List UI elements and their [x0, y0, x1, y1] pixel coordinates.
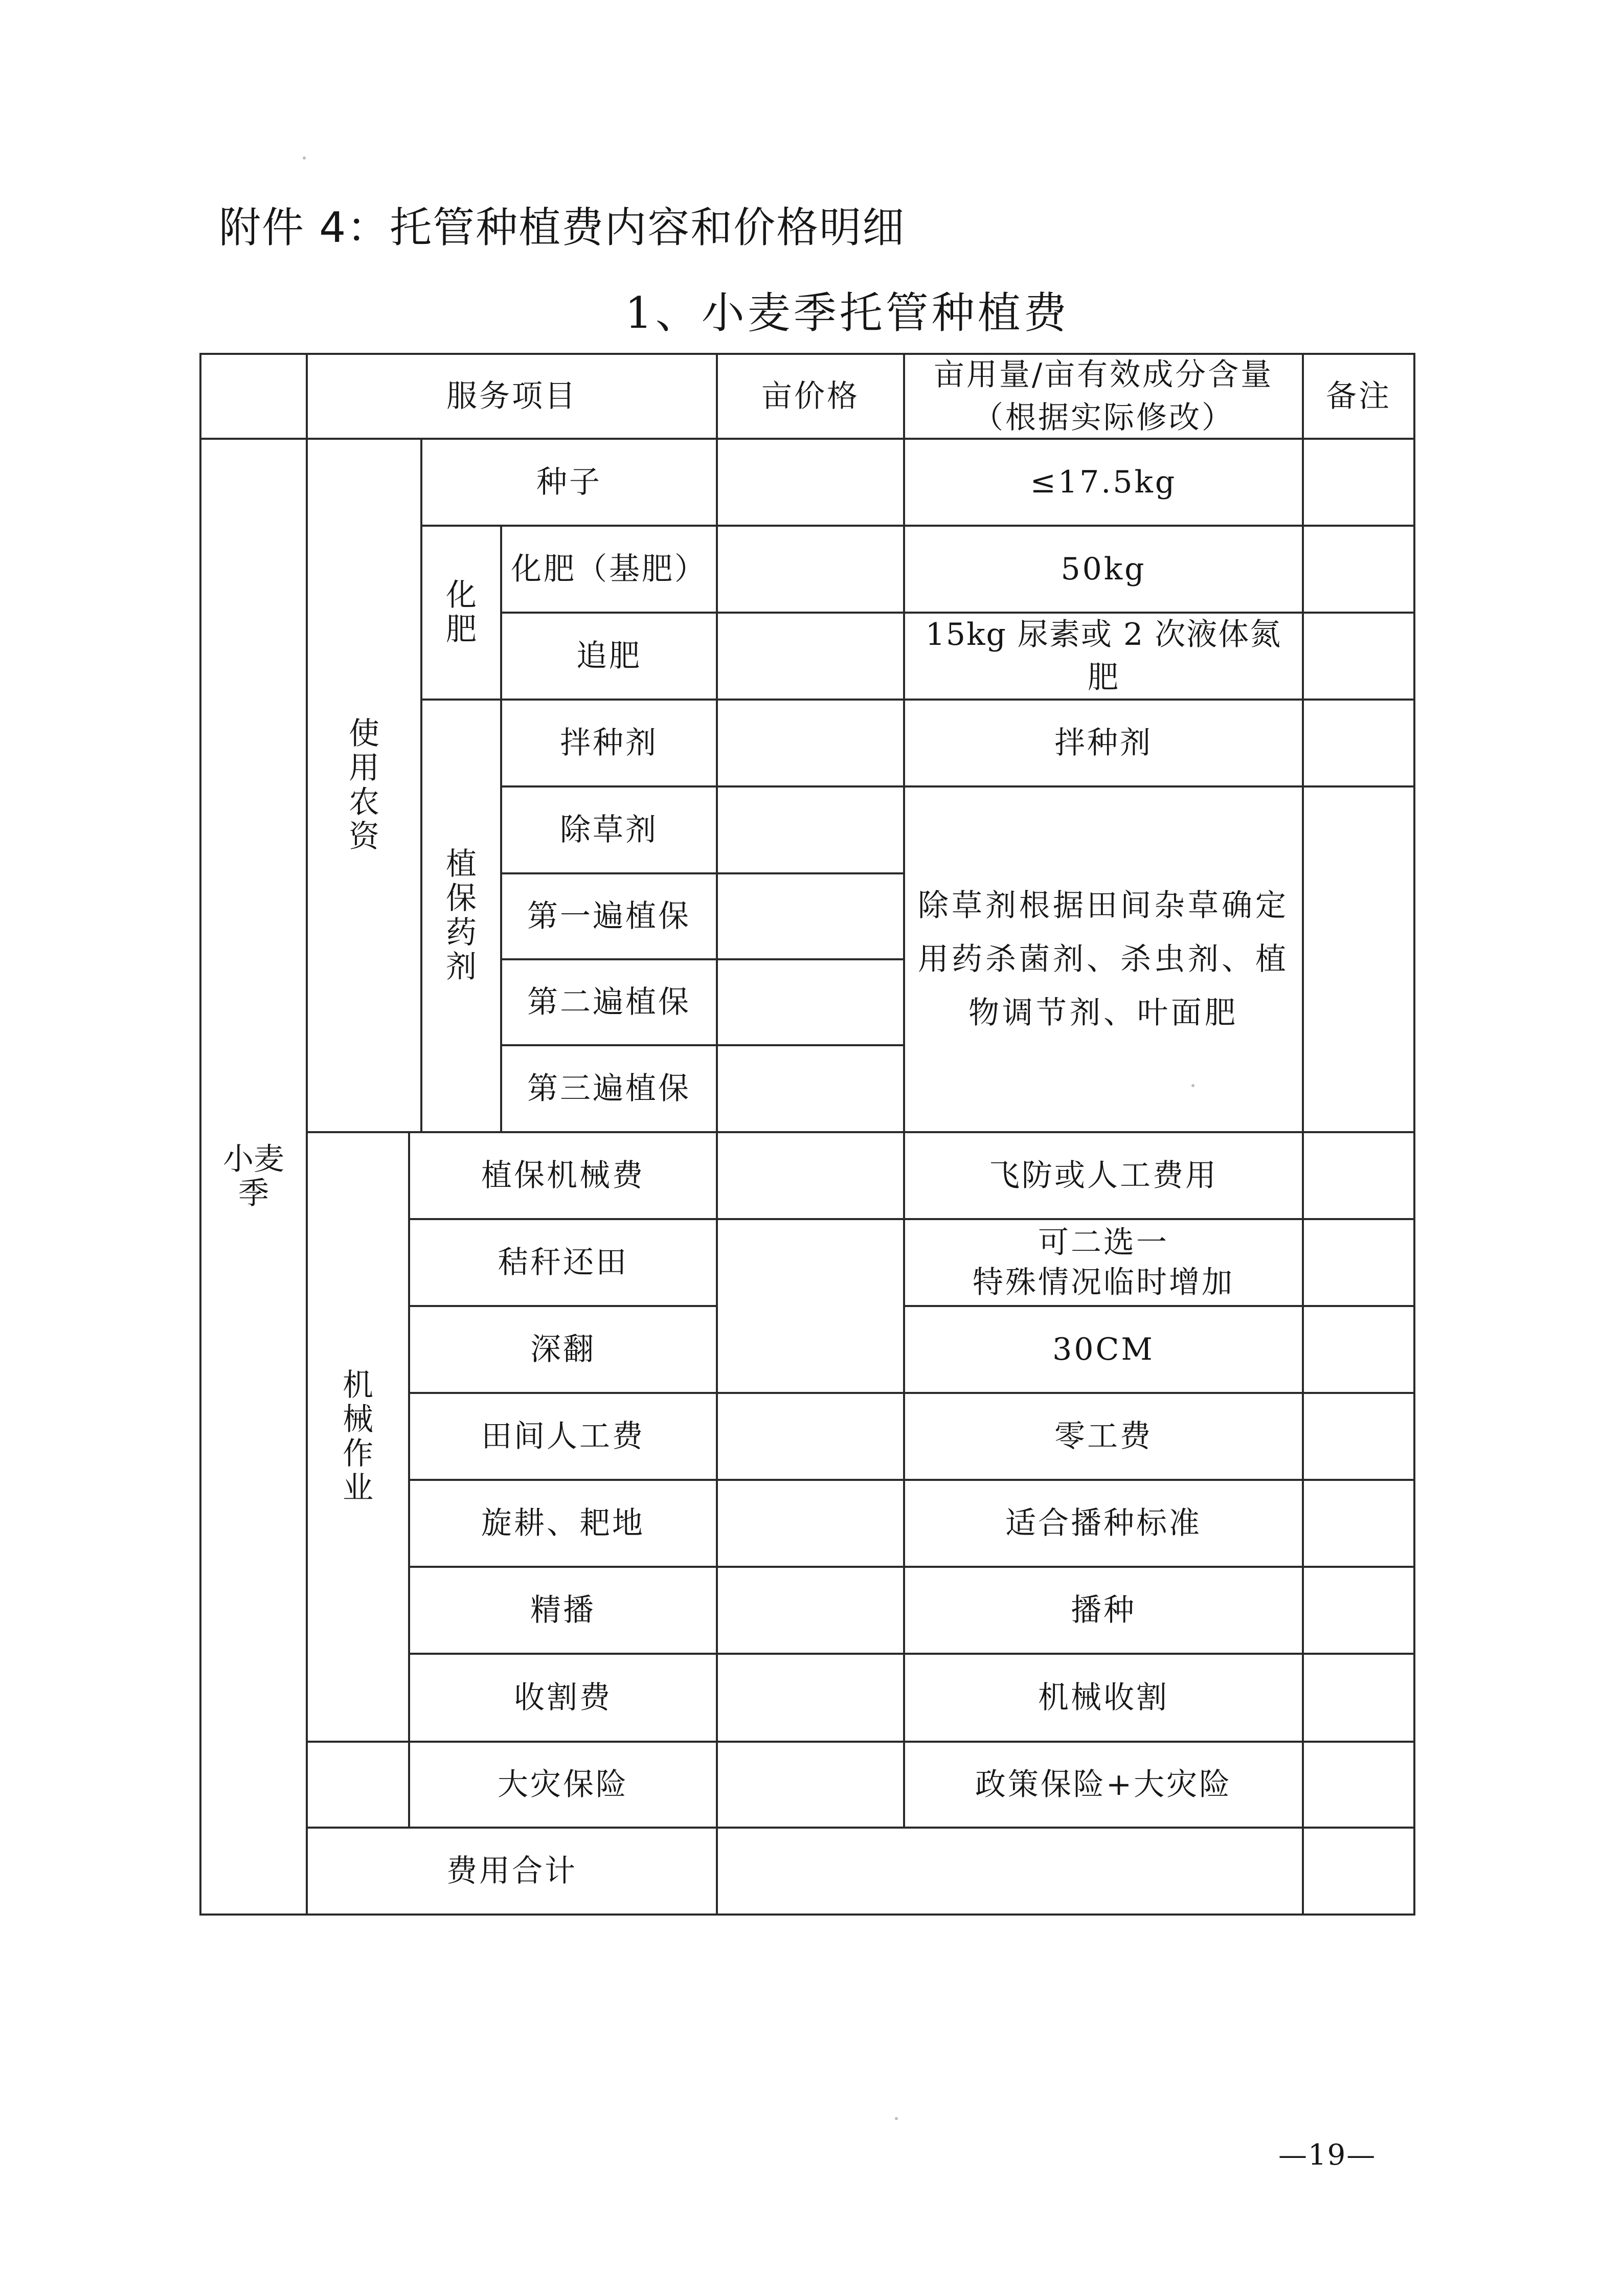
- total-remark: [1302, 1827, 1415, 1916]
- scan-speck: [1191, 1084, 1194, 1087]
- usage-protection-machinery: 飞防或人工费用: [903, 1131, 1304, 1220]
- group-fertilizer-label: 化肥: [446, 577, 477, 647]
- total-value: [716, 1827, 1304, 1916]
- item-precision-sowing: 精播: [408, 1566, 718, 1655]
- price-protection-machinery: [716, 1131, 905, 1220]
- page-number: —19—: [1278, 2139, 1377, 2172]
- scan-speck: [895, 2117, 898, 2120]
- remark-rotary-tillage: [1302, 1479, 1415, 1568]
- season-cell: [199, 438, 308, 1916]
- item-harvest: 收割费: [408, 1653, 718, 1743]
- usage-top-dressing: 15kg 尿素或 2 次液体氮肥: [903, 612, 1304, 701]
- remark-harvest: [1302, 1653, 1415, 1743]
- usage-harvest: 机械收割: [903, 1653, 1304, 1743]
- item-seed-dressing: 拌种剂: [500, 699, 718, 787]
- price-first-spray: [716, 872, 905, 960]
- remark-disaster-insurance: [1302, 1741, 1415, 1829]
- header-usage: [903, 353, 1304, 440]
- attachment-heading: 附件 4：托管种植费内容和价格明细: [219, 204, 906, 252]
- remark-deep-plow: [1302, 1305, 1415, 1394]
- price-base-fertilizer: [716, 525, 905, 614]
- price-second-spray: [716, 958, 905, 1046]
- item-base-fertilizer: 化肥（基肥）: [500, 525, 718, 614]
- remark-base-fertilizer: [1302, 525, 1415, 614]
- straw-note-line-2: 特殊情况临时增加: [973, 1265, 1234, 1300]
- table-title: 1、小麦季托管种植费: [625, 288, 1070, 338]
- item-seeds: 种子: [420, 438, 718, 527]
- remark-top-dressing: [1302, 612, 1415, 701]
- remark-seeds: [1302, 438, 1415, 527]
- remark-protection-machinery: [1302, 1131, 1415, 1220]
- group-mechanical: [306, 1131, 410, 1743]
- note-line-1: 除草剂根据田间杂草确定: [918, 887, 1289, 924]
- usage-disaster-insurance: 政策保险+大灾险: [903, 1741, 1304, 1829]
- remark-seed-dressing: [1302, 699, 1415, 787]
- price-top-dressing: [716, 612, 905, 701]
- item-rotary-tillage: 旋耕、耙地: [408, 1479, 718, 1568]
- group-agri-inputs-label: 使用农资: [349, 715, 379, 855]
- price-straw-or-plow: [716, 1218, 905, 1394]
- header-service-items: 服务项目: [306, 353, 718, 440]
- price-third-spray: [716, 1044, 905, 1133]
- header-usage-line1: 亩用量/亩有效成分含量: [933, 357, 1274, 393]
- item-deep-plow: 深翻: [408, 1305, 718, 1394]
- usage-field-labor: 零工费: [903, 1392, 1304, 1481]
- usage-base-fertilizer: 50kg: [903, 525, 1304, 614]
- price-seed-dressing: [716, 699, 905, 787]
- group-fertilizer: [420, 525, 502, 701]
- price-harvest: [716, 1653, 905, 1743]
- usage-straw-return: [903, 1218, 1304, 1307]
- remark-precision-sowing: [1302, 1566, 1415, 1655]
- item-disaster-insurance: 大灾保险: [408, 1741, 718, 1829]
- scan-speck: [303, 156, 306, 160]
- price-herbicide: [716, 785, 905, 874]
- group-mechanical-label: 机械作业: [343, 1367, 373, 1506]
- remark-field-labor: [1302, 1392, 1415, 1481]
- header-blank-cell: [199, 353, 308, 440]
- group-agri-inputs: [306, 438, 422, 1133]
- price-seeds: [716, 438, 905, 527]
- usage-plant-protection-note: [903, 785, 1304, 1133]
- header-usage-line2: （根据实际修改）: [973, 400, 1234, 436]
- usage-seed-dressing: 拌种剂: [903, 699, 1304, 787]
- item-third-spray: 第三遍植保: [500, 1044, 718, 1133]
- item-straw-return: 秸秆还田: [408, 1218, 718, 1307]
- group-plant-protection-label: 植保药剂: [446, 846, 477, 985]
- price-field-labor: [716, 1392, 905, 1481]
- usage-rotary-tillage: 适合播种标准: [903, 1479, 1304, 1568]
- remark-plant-protection: [1302, 785, 1415, 1133]
- note-line-2: 用药杀菌剂、杀虫剂、植: [918, 941, 1289, 977]
- item-second-spray: 第二遍植保: [500, 958, 718, 1046]
- price-disaster-insurance: [716, 1741, 905, 1829]
- usage-deep-plow: 30CM: [903, 1305, 1304, 1394]
- header-remarks: 备注: [1302, 353, 1415, 440]
- item-protection-machinery: 植保机械费: [408, 1131, 718, 1220]
- usage-precision-sowing: 播种: [903, 1566, 1304, 1655]
- price-precision-sowing: [716, 1566, 905, 1655]
- insurance-group-blank: [306, 1741, 410, 1829]
- item-top-dressing: 追肥: [500, 612, 718, 701]
- item-field-labor: 田间人工费: [408, 1392, 718, 1481]
- total-label: 费用合计: [306, 1827, 718, 1916]
- item-herbicide: 除草剂: [500, 785, 718, 874]
- season-label: 小麦季: [223, 1141, 284, 1211]
- price-rotary-tillage: [716, 1479, 905, 1568]
- header-price-per-mu: 亩价格: [716, 353, 905, 440]
- remark-straw-return: [1302, 1218, 1415, 1307]
- item-first-spray: 第一遍植保: [500, 872, 718, 960]
- usage-seeds: ≤17.5kg: [903, 438, 1304, 527]
- note-line-3: 物调节剂、叶面肥: [968, 995, 1238, 1031]
- straw-note-line-1: 可二选一: [1038, 1225, 1169, 1260]
- group-plant-protection: [420, 699, 502, 1133]
